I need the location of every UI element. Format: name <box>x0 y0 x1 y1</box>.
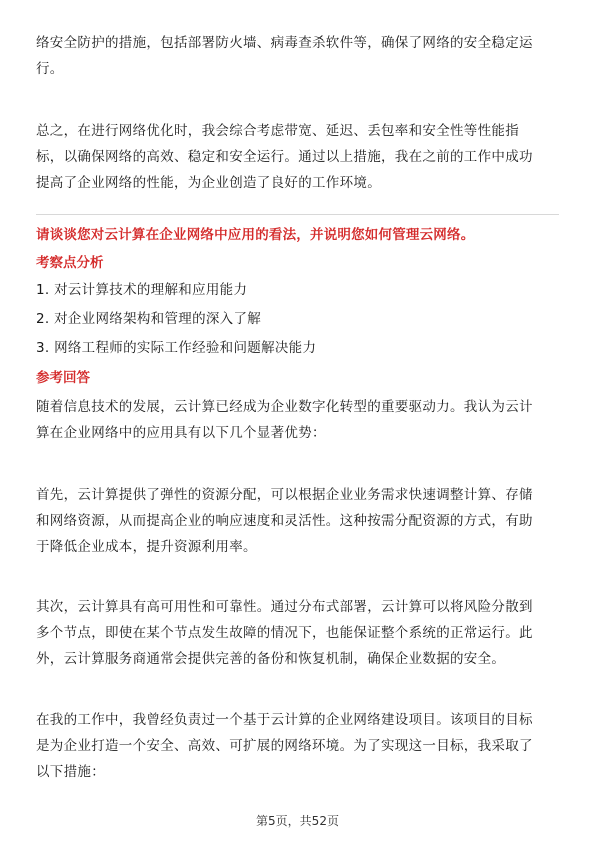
section-divider <box>36 214 559 215</box>
analysis-item: 2. 对企业网络架构和管理的深入了解 <box>36 311 262 327</box>
answer-title: 参考回答 <box>36 370 90 386</box>
analysis-item: 1. 对云计算技术的理解和应用能力 <box>36 282 248 298</box>
text-line: 标，以确保网络的高效、稳定和安全运行。通过以上措施，我在之前的工作中成功 <box>36 149 533 165</box>
text-line: 首先，云计算提供了弹性的资源分配，可以根据企业业务需求快速调整计算、存储 <box>36 487 533 503</box>
text-line: 以下措施： <box>36 764 105 780</box>
text-line: 外，云计算服务商通常会提供完善的备份和恢复机制，确保企业数据的安全。 <box>36 651 506 667</box>
text-line: 是为企业打造一个安全、高效、可扩展的网络环境。为了实现这一目标，我采取了 <box>36 738 533 754</box>
summary-paragraph <box>36 118 561 196</box>
text-line: 其次，云计算具有高可用性和可靠性。通过分布式部署，云计算可以将风险分散到 <box>36 599 533 615</box>
text-line: 络安全防护的措施，包括部署防火墙、病毒查杀软件等，确保了网络的安全稳定运 <box>36 35 533 51</box>
text-line: 于降低企业成本，提升资源利用率。 <box>36 539 257 555</box>
answer-paragraph <box>36 394 561 446</box>
interview-question: 请谈谈您对云计算在企业网络中应用的看法，并说明您如何管理云网络。 <box>36 227 475 243</box>
text-line: 在我的工作中，我曾经负责过一个基于云计算的企业网络建设项目。该项目的目标 <box>36 712 533 728</box>
text-line: 随着信息技术的发展，云计算已经成为企业数字化转型的重要驱动力。我认为云计 <box>36 399 533 415</box>
text-line: 算在企业网络中的应用具有以下几个显著优势： <box>36 425 326 441</box>
text-line: 行。 <box>36 61 64 77</box>
analysis-title: 考察点分析 <box>36 255 104 271</box>
intro-paragraph <box>36 30 561 82</box>
text-line: 提高了企业网络的性能，为企业创造了良好的工作环境。 <box>36 175 381 191</box>
text-line: 总之，在进行网络优化时，我会综合考虑带宽、延迟、丢包率和安全性等性能指 <box>36 123 519 139</box>
answer-paragraph <box>36 707 561 785</box>
analysis-item: 3. 网络工程师的实际工作经验和问题解决能力 <box>36 340 317 356</box>
answer-paragraph <box>36 594 561 672</box>
answer-paragraph <box>36 482 561 560</box>
page-number: 第5页，共52页 <box>256 814 339 828</box>
text-line: 多个节点，即使在某个节点发生故障的情况下，也能保证整个系统的正常运行。此 <box>36 625 533 641</box>
text-line: 和网络资源，从而提高企业的响应速度和灵活性。这种按需分配资源的方式，有助 <box>36 513 533 529</box>
